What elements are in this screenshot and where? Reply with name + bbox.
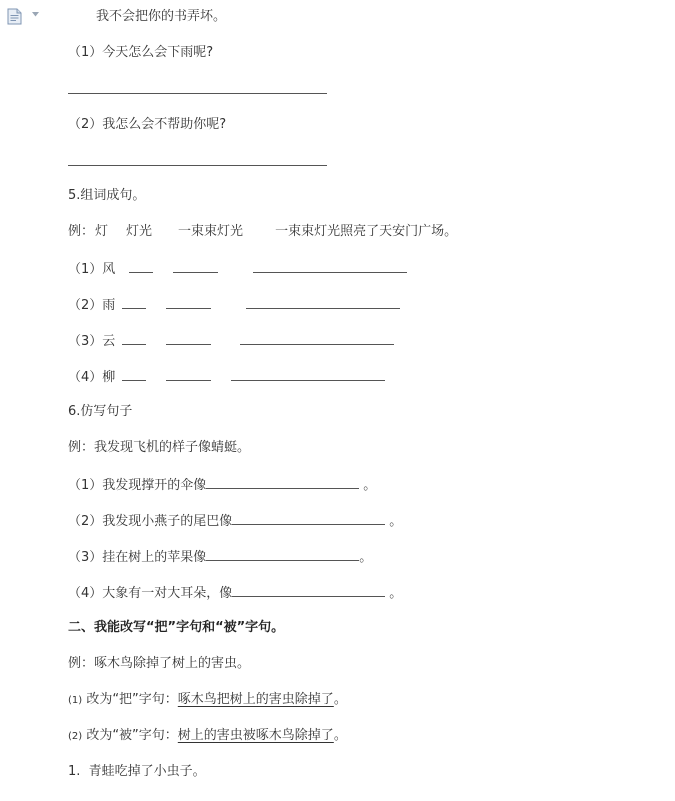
- blank-answer[interactable]: [206, 475, 359, 489]
- chevron-down-icon[interactable]: [32, 12, 39, 17]
- item-end: 。: [389, 586, 403, 601]
- item-label: （4）大象有一对大耳朵，像: [68, 586, 233, 601]
- item-number: (2): [68, 731, 83, 742]
- example-char: 灯: [95, 224, 109, 239]
- item-label: （3）云: [68, 334, 116, 349]
- section-5-title: 5.组词成句。: [68, 188, 146, 203]
- part-2-title: 二、我能改写“把”字句和“被”字句。: [68, 620, 285, 635]
- example-sentence: 一束束灯光照亮了天安门广场。: [275, 224, 458, 239]
- item-label: （3）挂在树上的苹果像: [68, 550, 207, 565]
- blank-phrase[interactable]: [166, 295, 211, 309]
- exercise-item: [68, 367, 385, 387]
- item-end: 。: [389, 514, 403, 529]
- bei-label: 改为“被”字句：: [86, 728, 178, 743]
- item-label: （2）雨: [68, 298, 116, 313]
- example-phrase: 一束束灯光: [178, 224, 244, 239]
- exercise-item: [68, 331, 394, 351]
- bei-end: 。: [333, 728, 347, 743]
- exercise-item: [68, 259, 407, 279]
- blank-phrase[interactable]: [166, 331, 211, 345]
- blank-sentence[interactable]: [231, 367, 385, 381]
- exercise-item: [68, 295, 400, 315]
- exercise-item: [68, 547, 372, 567]
- ba-end: 。: [333, 692, 347, 707]
- blank-answer[interactable]: [232, 511, 385, 525]
- section-6-title: 6.仿写句子: [68, 404, 133, 419]
- item-number: (1): [68, 695, 83, 706]
- blank-sentence[interactable]: [246, 295, 400, 309]
- bei-sentence-row: [68, 727, 347, 746]
- question-1: （1）今天怎么会下雨呢?: [68, 45, 214, 60]
- ba-sentence-row: [68, 691, 347, 710]
- ba-answer: 啄木鸟把树上的害虫除掉了: [177, 692, 334, 707]
- part-2-example: 例：啄木鸟除掉了树上的害虫。: [68, 656, 251, 671]
- blank-word[interactable]: [129, 259, 153, 273]
- blank-phrase[interactable]: [173, 259, 218, 273]
- answer-line: [68, 93, 327, 94]
- exercise-item: [68, 511, 402, 531]
- example-prefix: 例：: [68, 224, 95, 239]
- blank-word[interactable]: [122, 367, 146, 381]
- item-end: 。: [359, 550, 373, 565]
- blank-word[interactable]: [122, 331, 146, 345]
- blank-answer[interactable]: [232, 583, 385, 597]
- blank-sentence[interactable]: [240, 331, 394, 345]
- item-label: （4）柳: [68, 370, 116, 385]
- part-2-question-1: 1. 青蛙吃掉了小虫子。: [68, 764, 206, 779]
- blank-phrase[interactable]: [166, 367, 211, 381]
- blank-sentence[interactable]: [253, 259, 407, 273]
- item-label: （1）我发现撑开的伞像: [68, 478, 207, 493]
- ba-label: 改为“把”字句：: [86, 692, 178, 707]
- bei-answer: 树上的害虫被啄木鸟除掉了: [177, 728, 334, 743]
- sentence-line: 我不会把你的书弄坏。: [96, 9, 227, 24]
- exercise-item: [68, 475, 376, 495]
- blank-word[interactable]: [122, 295, 146, 309]
- question-2: （2）我怎么会不帮助你呢?: [68, 117, 227, 132]
- exercise-item: [68, 583, 402, 603]
- document-icon[interactable]: [7, 8, 23, 25]
- answer-line: [68, 165, 327, 166]
- example-word: 灯光: [126, 224, 153, 239]
- blank-answer[interactable]: [206, 547, 359, 561]
- item-label: （1）风: [68, 262, 116, 277]
- section-5-example: [68, 223, 457, 241]
- section-6-example: 例：我发现飞机的样子像蜻蜓。: [68, 440, 251, 455]
- item-end: 。: [363, 478, 377, 493]
- item-label: （2）我发现小燕子的尾巴像: [68, 514, 233, 529]
